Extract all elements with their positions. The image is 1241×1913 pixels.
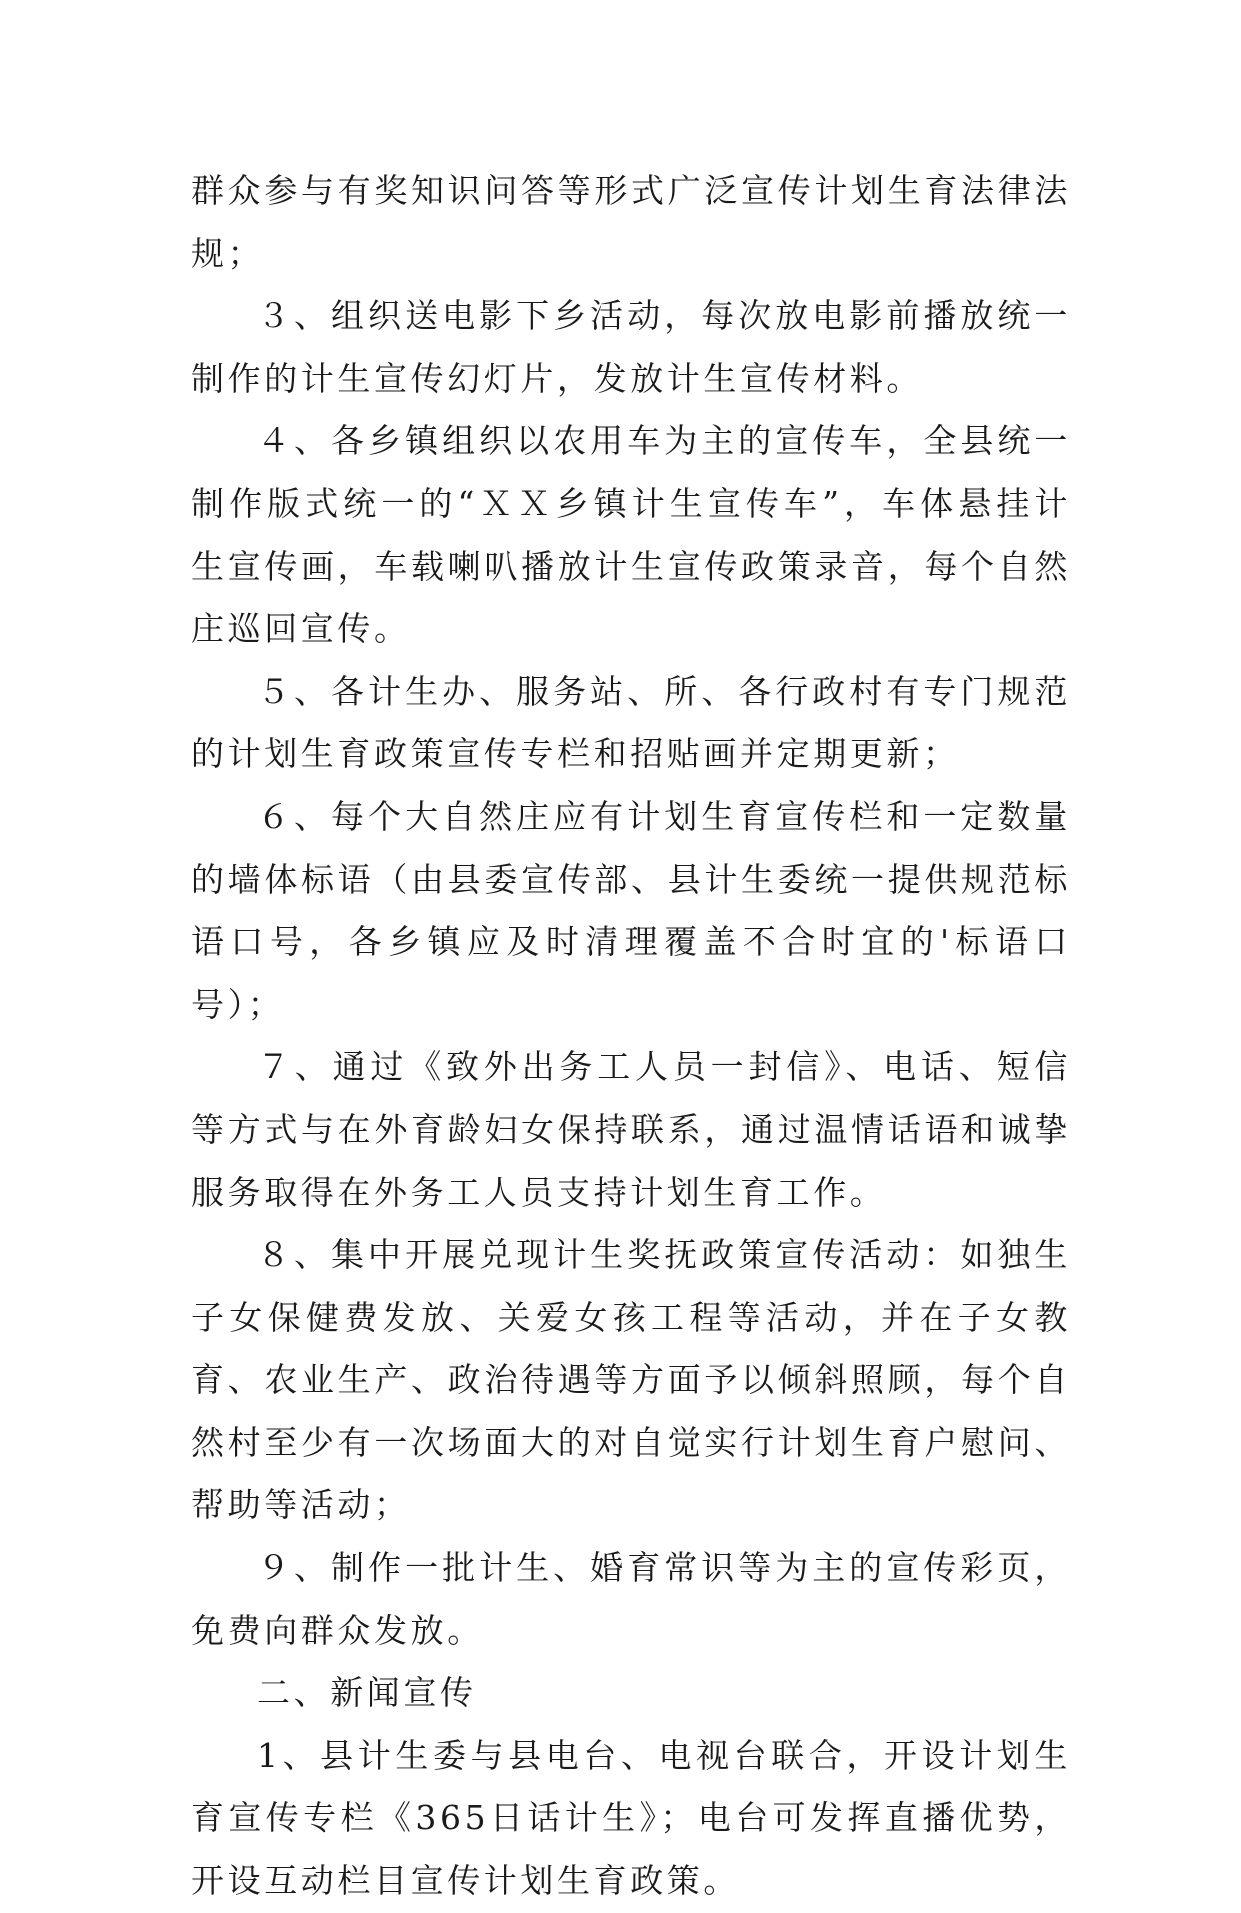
document-body xyxy=(191,160,1071,1913)
paragraph-item-5: ５、各计生办、服务站、所、各行政村有专门规范的计划生育政策宣传专栏和招贴画并定期更新； xyxy=(191,671,1071,774)
paragraph-item-3: ３、组织送电影下乡活动，每次放电影前播放统一制作的计生宣传幻灯片，发放计生宣传材料。 xyxy=(191,296,1071,398)
paragraph-news-item-1: 1、县计生委与县电台、电视台联合，开设计划生育宣传专栏《365日话计生》；电台可发挥直播优势，开设互动栏目宣传计划生育政策。 xyxy=(191,1735,1071,1901)
paragraph-item-4: ４、各乡镇组织以农用车为主的宣传车，全县统一制作版式统一的“ＸＸ乡镇计生宣传车”，车体悬挂计生宣传画，车载喇叭播放计生宣传政策录音，每个自然庄巡回宣传。 xyxy=(191,421,1071,649)
section-heading-news: 二、新闻宣传 xyxy=(257,1673,477,1713)
paragraph-continuation: 群众参与有奖知识问答等形式广泛宣传计划生育法律法规； xyxy=(191,171,1071,273)
paragraph-item-9: ９、制作一批计生、婚育常识等为主的宣传彩页，免费向群众发放。 xyxy=(191,1548,1071,1650)
paragraph-item-8: ８、集中开展兑现计生奖抚政策宣传活动：如独生子女保健费发放、关爱女孩工程等活动，并在子女教育、农业生产、政治待遇等方面予以倾斜照顾，每个自然村至少有一次场面大的对自觉实行计划生育户慰问、帮助等活动； xyxy=(191,1235,1071,1525)
paragraph-item-7: ７、通过《致外出务工人员一封信》、电话、短信等方式与在外育龄妇女保持联系，通过温情话语和诚挚服务取得在外务工人员支持计划生育工作。 xyxy=(191,1047,1071,1212)
paragraph-item-6: ６、每个大自然庄应有计划生育宣传栏和一定数量的墙体标语（由县委宣传部、县计生委统一提供规范标语口号，各乡镇应及时清理覆盖不合时宜的'标语口号）； xyxy=(191,796,1071,1024)
